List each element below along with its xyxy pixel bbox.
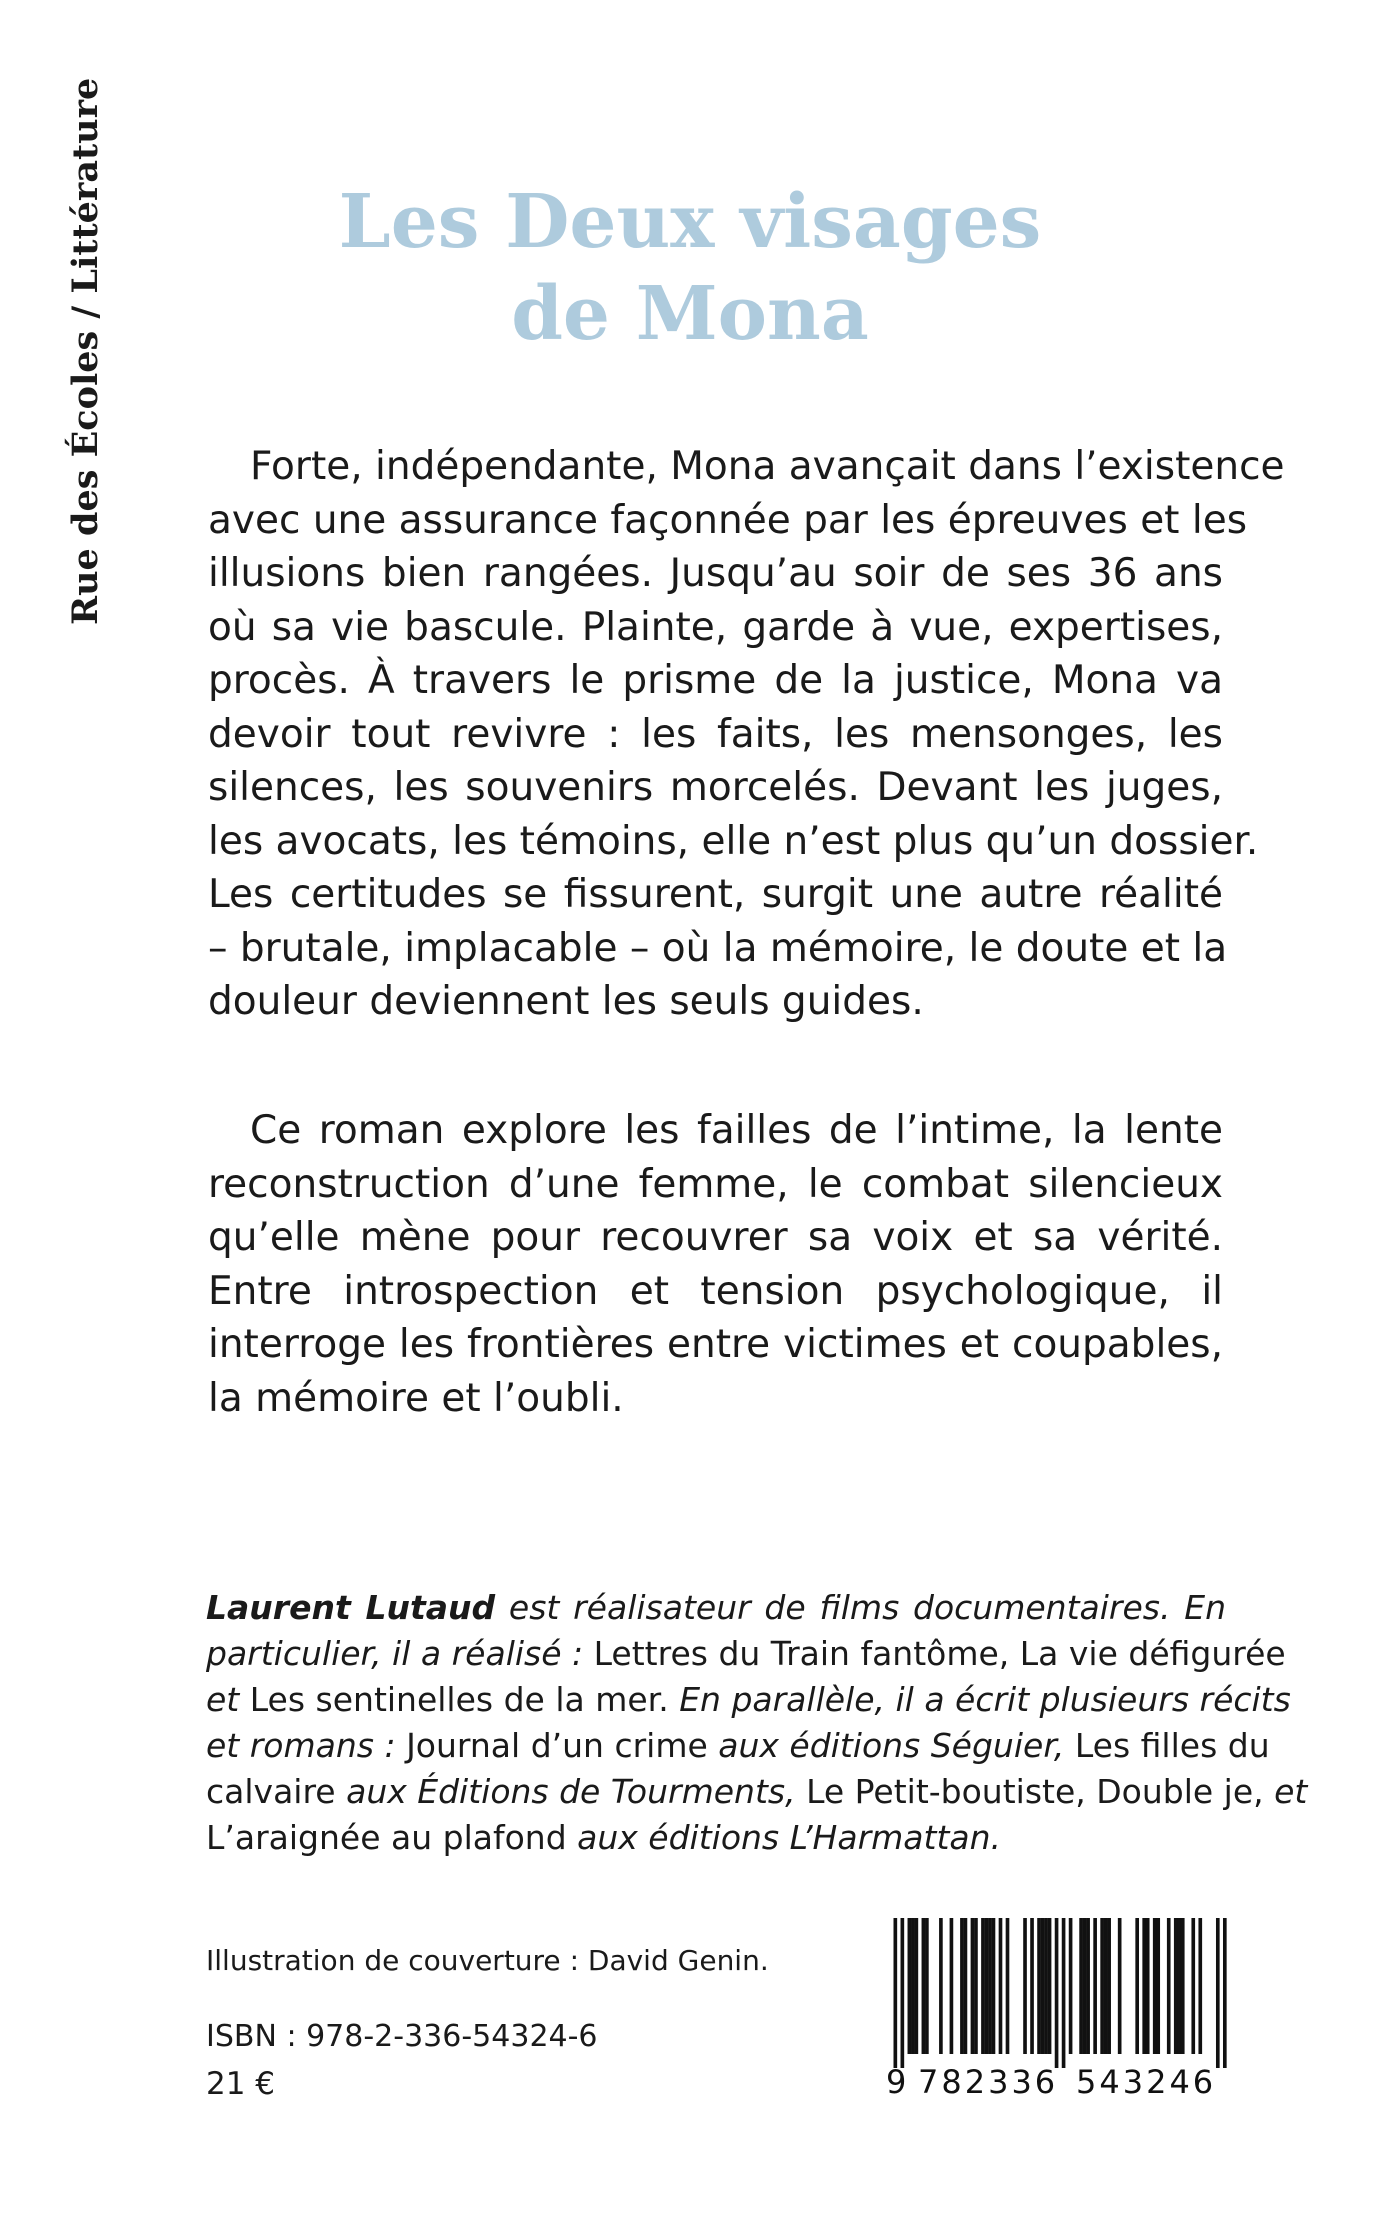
barcode-bar [901,1918,905,2068]
barcode-bar [981,1918,985,2054]
barcode-bar [971,1918,975,2054]
blurb-line: Entre introspection et tension psychologique, il [208,1268,1223,1314]
barcode-bar [988,1918,992,2054]
barcode-bar [1146,1918,1150,2054]
barcode-bar [1153,1918,1157,2054]
barcode-bar [1191,1918,1195,2054]
blurb-line: – brutale, implacable – où la mémoire, le doute et la [208,925,1228,971]
barcode-bar [1037,1918,1041,2054]
barcode-bar [1023,1918,1027,2054]
barcode-bar [1135,1918,1139,2054]
barcode-bar [939,1918,943,2054]
barcode-bar [1167,1918,1171,2054]
book-title-line2: de Mona [511,270,869,357]
barcode-bar [1048,1918,1052,2054]
blurb-line: Les certitudes se fissurent, surgit une autre réalité [208,872,1223,917]
barcode-left-group: 782336 [918,2063,1059,2101]
barcode-bar [1223,1918,1227,2068]
blurb-paragraph-2 [208,1104,1223,1425]
barcode-bar [1030,1918,1034,2054]
bio-line: et romans : Journal d’un crime aux éditions Séguier, Les filles du [206,1726,1270,1765]
barcode-right-group: 543246 [1076,2063,1217,2101]
barcode-bar [1055,1918,1059,2068]
bio-line: et Les sentinelles de la mer. En parallèle, il a écrit plusieurs récits [206,1680,1291,1719]
barcode-bar [1107,1918,1111,2054]
book-title [240,176,1140,360]
blurb-line: douleur deviennent les seuls guides. [208,979,924,1024]
barcode-bar [925,1918,929,2054]
barcode-bar [1006,1918,1010,2054]
bio-line: L’araignée au plafond aux éditions L’Harmattan. [206,1818,1002,1857]
barcode-bars [890,1918,1230,2068]
blurb-line: la mémoire et l’oubli. [208,1375,624,1421]
barcode-bar [908,1918,912,2054]
isbn-label: ISBN : 978-2-336-54324-6 [206,2019,598,2054]
blurb-line: avec une assurance façonnée par les épreuves et les [208,497,1248,543]
barcode-bar [1086,1918,1090,2054]
barcode-bar [922,1918,926,2054]
blurb-line: où sa vie bascule. Plainte, garde à vue, expertises, [208,604,1223,650]
barcode-bar [1069,1918,1073,2054]
blurb-line: devoir tout revivre : les faits, les mensonges, les [208,711,1223,757]
barcode-bar [1174,1918,1178,2054]
blurb-line: Forte, indépendante, Mona avançait dans l’existence [250,444,1285,489]
barcode-bar [992,1918,996,2054]
barcode-bar [1044,1918,1048,2054]
barcode-bar [1142,1918,1146,2054]
book-title-line1: Les Deux visages [338,178,1042,265]
blurb-line: illusions bien rangées. Jusqu’au soir de ses 36 ans [208,551,1223,596]
barcode-bar [1216,1918,1220,2068]
price-label: 21 € [206,2066,276,2102]
blurb-line: qu’elle mène pour recouvrer sa voix et sa vérité. [208,1215,1223,1260]
barcode-bar [1181,1918,1185,2054]
barcode-first-digit: 9 [886,2063,908,2101]
barcode-bar [1104,1918,1108,2054]
bio-line: particulier, il a réalisé : Lettres du Train fantôme, La vie défigurée [206,1634,1286,1673]
barcode-bar [894,1918,898,2068]
blurb-line: les avocats, les témoins, elle n’est plus qu’un dossier. [208,818,1259,864]
barcode-bar [1100,1918,1104,2054]
barcode-bar [1156,1918,1160,2054]
bio-line: calvaire aux Éditions de Tourments, Le Petit-boutiste, Double je, et [206,1772,1308,1811]
blurb-line: silences, les souvenirs morcelés. Devant les juges, [208,765,1223,810]
barcode-bar [999,1918,1003,2054]
barcode-bar [1062,1918,1066,2068]
barcode-bar [1198,1918,1202,2054]
blurb-line: Ce roman explore les failles de l’intime, la lente [250,1108,1223,1153]
barcode-bar [1083,1918,1087,2054]
blurb-line: procès. À travers le prisme de la justice, Mona va [208,658,1223,703]
blurb-line: reconstruction d’une femme, le combat silencieux [208,1161,1223,1207]
author-bio [206,1585,1308,1861]
spine-collection-label: Rue des Écoles / Littérature [65,77,106,625]
barcode-bar [1093,1918,1097,2054]
bio-line: Laurent Lutaud est réalisateur de films documentaires. En [206,1588,1226,1627]
barcode-bar [1041,1918,1045,2054]
barcode-bar [911,1918,915,2054]
blurb-line: interroge les frontières entre victimes et coupables, [208,1322,1223,1367]
blurb-paragraph-1 [208,440,1285,1029]
barcode-bar [960,1918,964,2054]
barcode-bar [915,1918,919,2054]
barcode-bar [974,1918,978,2054]
barcode-bar [950,1918,954,2054]
barcode-bar [1079,1918,1083,2054]
author-name: Laurent Lutaud [206,1588,496,1627]
barcode-bar [1118,1918,1122,2054]
barcode-bar [985,1918,989,2054]
barcode-bar [1177,1918,1181,2054]
illustration-credit: Illustration de couverture : David Genin. [206,1944,769,1977]
barcode-bar [964,1918,968,2054]
